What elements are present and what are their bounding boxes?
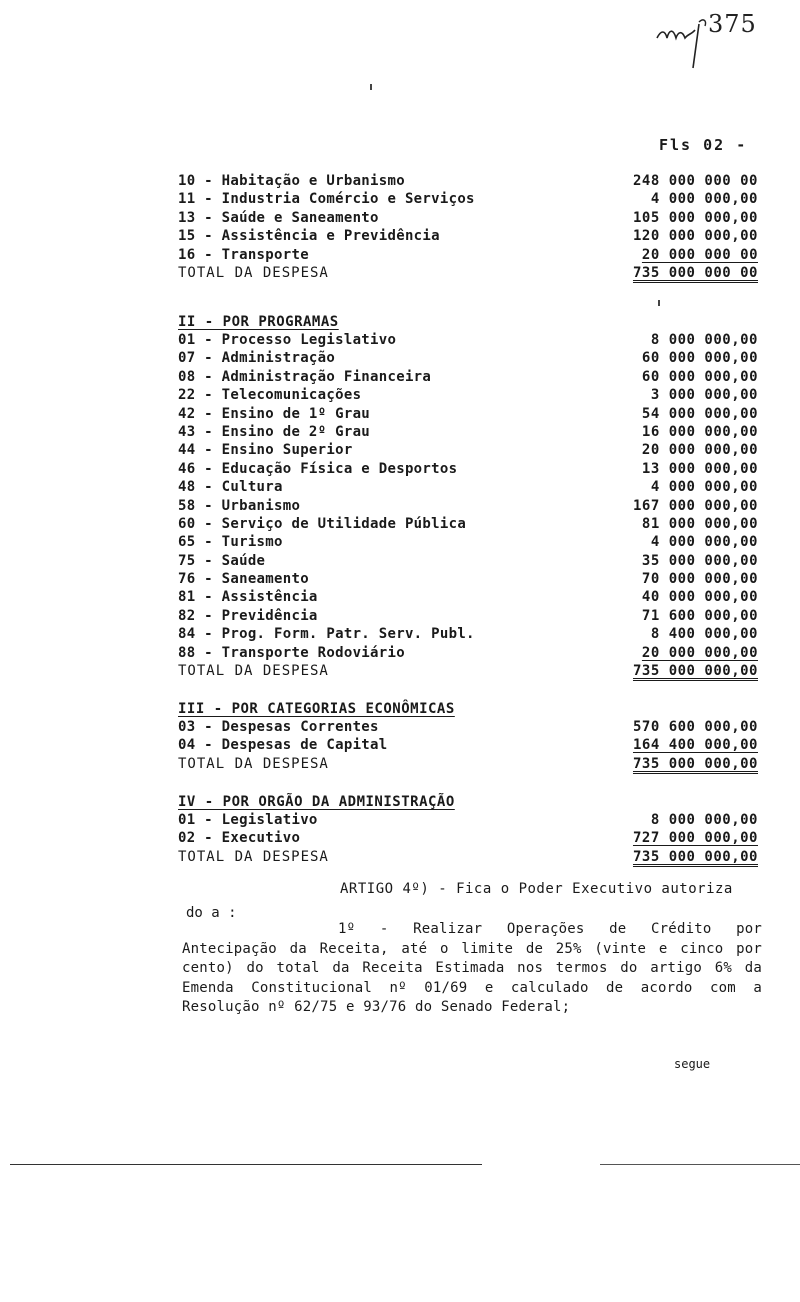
row-label: 02 - Executivo [178, 830, 301, 847]
table-row [178, 719, 758, 737]
programas-section [178, 314, 758, 681]
table-row [178, 553, 758, 571]
row-label: 08 - Administração Financeira [178, 368, 432, 385]
row-amount: 570 600 000,00 [632, 719, 758, 735]
segue-note: segue [674, 1057, 711, 1071]
row-amount: 8 000 000,00 [650, 812, 758, 828]
row-label: 81 - Assistência [178, 589, 318, 606]
table-row [178, 589, 758, 607]
table-row [178, 350, 758, 368]
table-row [178, 369, 758, 387]
table-row [178, 498, 758, 516]
table-row [178, 812, 758, 830]
table-row [178, 332, 758, 350]
total-label: TOTAL DA DESPESA [178, 663, 329, 680]
row-amount: 4 000 000,00 [650, 479, 758, 496]
row-amount: 4 000 000,00 [650, 191, 758, 208]
row-label: 65 - Turismo [178, 534, 283, 551]
row-label: 07 - Administração [178, 350, 336, 367]
scan-mark [370, 84, 372, 90]
row-amount: 105 000 000,00 [632, 209, 758, 226]
row-label: 76 - Saneamento [178, 571, 309, 588]
row-amount: 40 000 000,00 [641, 589, 758, 606]
categorias-section [178, 701, 758, 774]
row-label: 43 - Ensino de 2º Grau [178, 423, 371, 440]
row-amount: 4 000 000,00 [650, 534, 758, 551]
table-row [178, 626, 758, 644]
table-row [178, 645, 758, 663]
row-amount: 54 000 000,00 [641, 405, 758, 422]
row-amount: 727 000 000,00 [632, 830, 758, 847]
total-row [178, 265, 758, 283]
table-row [178, 424, 758, 442]
row-amount: 20 000 000,00 [641, 442, 758, 459]
row-label: 10 - Habitação e Urbanismo [178, 173, 405, 189]
row-amount: 81 000 000,00 [641, 515, 758, 532]
row-label: 88 - Transporte Rodoviário [178, 644, 405, 661]
row-label: 84 - Prog. Form. Patr. Serv. Publ. [178, 626, 475, 643]
total-amount: 735 000 000,00 [632, 848, 758, 865]
row-amount: 167 000 000,00 [632, 497, 758, 514]
table-row [178, 608, 758, 626]
scan-mark [658, 300, 660, 306]
table-row [178, 173, 758, 191]
table-row [178, 210, 758, 228]
row-amount: 20 000 000,00 [641, 644, 758, 661]
row-label: 22 - Telecomunicações [178, 387, 362, 404]
row-amount: 120 000 000,00 [632, 228, 758, 245]
row-amount: 35 000 000,00 [641, 552, 758, 569]
table-row [178, 191, 758, 209]
row-label: 46 - Educação Física e Desportos [178, 460, 458, 477]
total-amount: 735 000 000,00 [632, 755, 758, 772]
artigo-continuation: do a : [186, 905, 237, 921]
total-amount: 735 000 000,00 [632, 663, 758, 680]
table-row [178, 534, 758, 552]
row-amount: 60 000 000,00 [641, 368, 758, 385]
table-row [178, 737, 758, 755]
table-row [178, 516, 758, 534]
row-amount: 8 000 000,00 [650, 332, 758, 348]
table-row [178, 479, 758, 497]
table-row [178, 442, 758, 460]
row-amount: 13 000 000,00 [641, 460, 758, 477]
row-label: 60 - Serviço de Utilidade Pública [178, 515, 467, 532]
row-label: 11 - Industria Comércio e Serviços [178, 191, 475, 208]
section-title: III - POR CATEGORIAS ECONÔMICAS [178, 701, 455, 717]
row-amount: 70 000 000,00 [641, 571, 758, 588]
section-title: II - POR PROGRAMAS [178, 314, 339, 330]
funcoes-section [178, 173, 758, 283]
row-amount: 71 600 000,00 [641, 607, 758, 624]
table-row [178, 406, 758, 424]
row-amount: 60 000 000,00 [641, 350, 758, 367]
row-amount: 164 400 000,00 [632, 737, 758, 754]
row-label: 48 - Cultura [178, 479, 283, 496]
row-label: 44 - Ensino Superior [178, 442, 353, 459]
total-label: TOTAL DA DESPESA [178, 264, 329, 281]
row-label: 16 - Transporte [178, 246, 309, 263]
section-title: IV - POR ORGÃO DA ADMINISTRAÇÃO [178, 794, 455, 810]
page-number: 375 [708, 10, 757, 38]
table-row [178, 830, 758, 848]
row-amount: 20 000 000 00 [641, 246, 758, 263]
table-row [178, 247, 758, 265]
row-label: 01 - Processo Legislativo [178, 332, 397, 348]
row-label: 13 - Saúde e Saneamento [178, 209, 379, 226]
row-label: 01 - Legislativo [178, 812, 318, 828]
row-label: 03 - Despesas Correntes [178, 719, 379, 735]
row-amount: 16 000 000,00 [641, 423, 758, 440]
divider-line [600, 1164, 800, 1165]
artigo-heading: ARTIGO 4º) - Fica o Poder Executivo autoriza [340, 881, 733, 897]
total-row [178, 663, 758, 681]
row-label: 04 - Despesas de Capital [178, 737, 388, 754]
row-label: 58 - Urbanismo [178, 497, 301, 514]
folio-label: Fls 02 - [659, 136, 748, 154]
total-label: TOTAL DA DESPESA [178, 848, 329, 865]
total-row [178, 849, 758, 867]
table-row [178, 461, 758, 479]
orgao-section [178, 794, 758, 867]
row-label: 15 - Assistência e Previdência [178, 228, 440, 245]
table-row [178, 228, 758, 246]
row-label: 42 - Ensino de 1º Grau [178, 405, 371, 422]
row-amount: 3 000 000,00 [650, 387, 758, 404]
total-amount: 735 000 000 00 [632, 264, 758, 281]
divider-line [10, 1164, 482, 1165]
row-amount: 248 000 000 00 [632, 173, 758, 189]
table-row [178, 387, 758, 405]
row-amount: 8 400 000,00 [650, 626, 758, 643]
artigo-paragraph: 1º - Realizar Operações de Crédito por Antecipação da Receita, até o limite de 25% (vinte e cinco por cento) do total da Receita Estimada nos termos do artigo 6% da Emenda Constitucional nº 01/69 e calculado de acordo com a Resolução nº 62/75 e 93/76 do Senado Federal; [182, 921, 762, 1015]
row-label: 75 - Saúde [178, 552, 266, 569]
table-row [178, 571, 758, 589]
total-label: TOTAL DA DESPESA [178, 755, 329, 772]
total-row [178, 756, 758, 774]
row-label: 82 - Previdência [178, 607, 318, 624]
